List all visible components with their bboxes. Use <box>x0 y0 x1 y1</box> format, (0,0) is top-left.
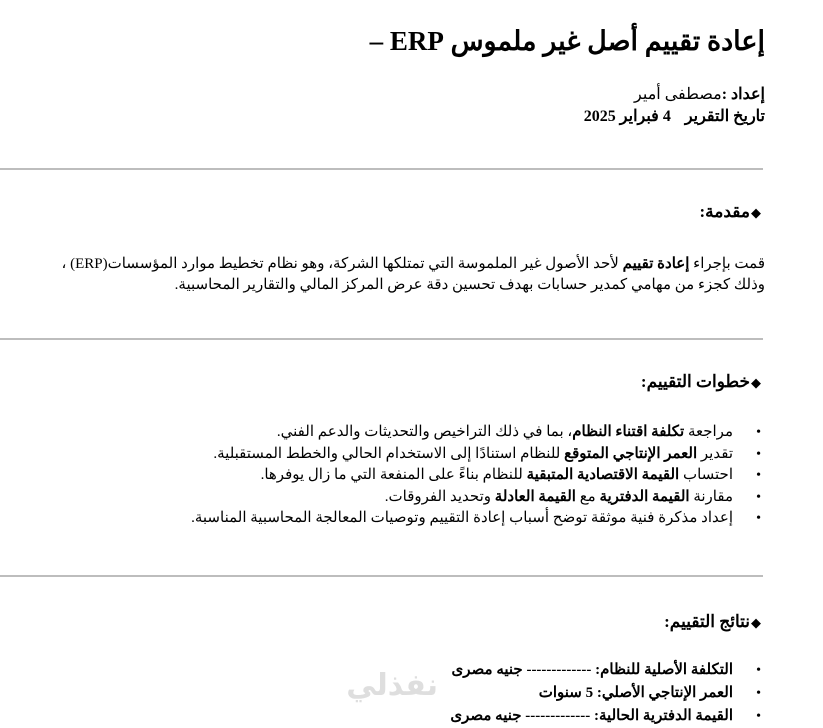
list-item <box>191 465 733 487</box>
item-bold: القيمة العادلة <box>494 488 576 505</box>
item-bold: تكلفة اقتناء النظام <box>572 424 685 440</box>
intro-heading-text: مقدمة: <box>699 202 750 221</box>
prepared-by-label: إعداد : <box>721 86 765 103</box>
item-bold: العمر الإنتاجي المتوقع <box>564 445 698 462</box>
intro-text-2: لأحد الأصول غير الملموسة التي تمتلكها الشركة، وهو نظام تخطيط موارد المؤسسات(ERP) ، وذلك كجزء من مهامي كمدير حسابات بهدف تحسين دقة عرض المركز المالي والتقارير المحاسبية. <box>61 256 765 293</box>
page-title: إعادة تقييم أصل غير ملموس ERP – <box>369 26 765 56</box>
item-text: وتحديد الفروقات. <box>384 488 495 505</box>
diamond-bullet-icon: ◆ <box>751 205 761 220</box>
prepared-by-line <box>584 84 765 106</box>
report-date-value: 4 فبراير 2025 <box>583 108 671 125</box>
intro-paragraph <box>55 254 765 296</box>
results-heading-text: نتائج التقييم: <box>664 612 750 631</box>
result-label: التكلفة الأصلية للنظام: <box>595 662 733 678</box>
report-date-line <box>584 106 765 128</box>
list-item <box>450 659 733 682</box>
prepared-by-value: مصطفى أمير <box>634 86 722 103</box>
item-text: ، بما في ذلك التراخيص والتحديثات والدعم الفني. <box>276 424 573 440</box>
intro-heading <box>699 202 761 222</box>
section-divider <box>0 168 763 170</box>
steps-heading <box>641 372 761 392</box>
item-text: مع <box>575 488 600 505</box>
list-item <box>191 444 733 466</box>
item-text: للنظام بناءً على المنفعة التي ما زال يوفرها. <box>260 467 527 483</box>
results-list <box>450 659 733 728</box>
result-value: 5 سنوات <box>538 685 594 701</box>
item-text: احتساب <box>679 467 733 483</box>
list-item <box>191 508 733 530</box>
item-text: إعداد مذكرة فنية موثقة توضح أسباب إعادة التقييم وتوصيات المعالجة المحاسبية المناسبة. <box>191 510 733 526</box>
item-text: مراجعة <box>684 424 733 440</box>
item-bold: القيمة الاقتصادية المتبقية <box>526 467 680 483</box>
watermark-logo: نفذلي <box>346 668 438 703</box>
item-text: تقدير <box>697 445 733 462</box>
result-label: العمر الإنتاجي الأصلي: <box>596 685 733 701</box>
item-text: للنظام استنادًا إلى الاستخدام الحالي والخطط المستقبلية. <box>213 445 565 462</box>
item-bold: القيمة الدفترية <box>599 488 690 505</box>
intro-text-1: قمت بإجراء <box>689 256 765 272</box>
report-meta <box>584 84 765 128</box>
list-item <box>191 422 733 444</box>
diamond-bullet-icon: ◆ <box>751 375 761 390</box>
results-heading <box>664 612 761 632</box>
intro-text-bold: إعادة تقييم <box>622 256 690 272</box>
result-value: ------------- جنيه مصرى <box>451 662 592 678</box>
section-divider <box>0 338 763 340</box>
item-text: مقارنة <box>689 488 733 505</box>
result-label: القيمة الدفترية الحالية: <box>594 708 733 724</box>
steps-list <box>191 422 733 530</box>
diamond-bullet-icon: ◆ <box>751 615 761 630</box>
result-value: ------------- جنيه مصرى <box>450 708 591 724</box>
list-item <box>450 705 733 728</box>
report-date-label: تاريخ التقرير <box>684 108 765 125</box>
list-item <box>191 487 733 509</box>
list-item <box>450 682 733 705</box>
steps-heading-text: خطوات التقييم: <box>640 372 750 391</box>
section-divider <box>0 575 763 577</box>
